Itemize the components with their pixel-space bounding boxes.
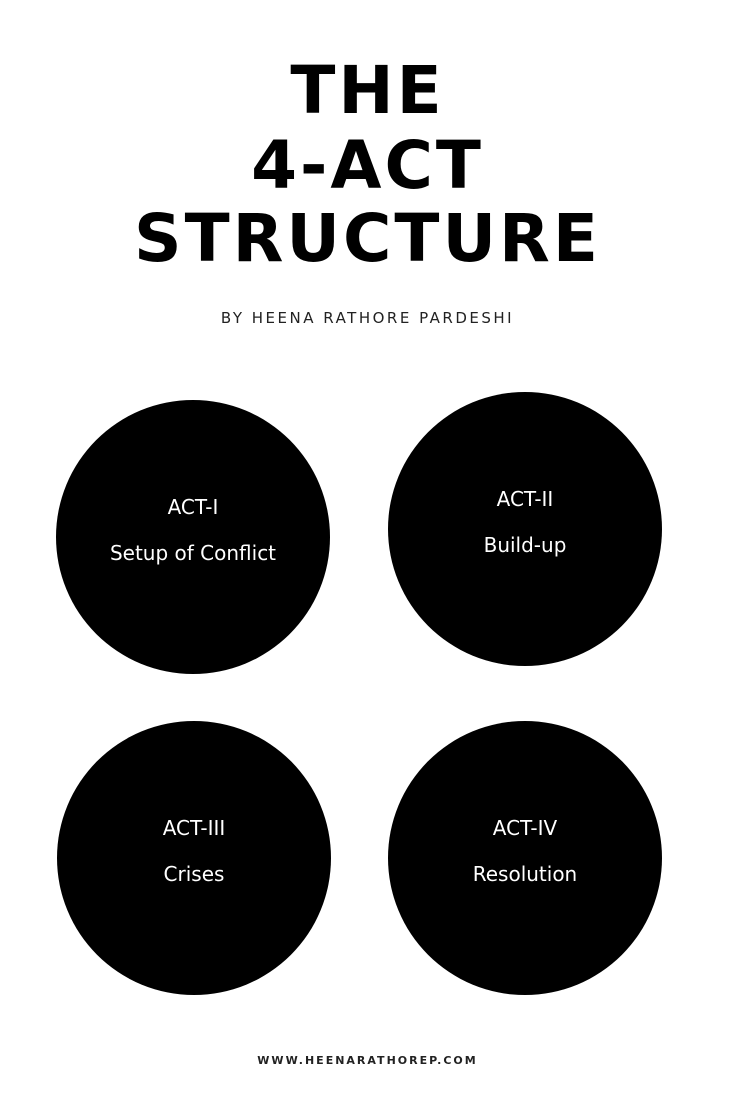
act-4-name: ACT-IV [492,816,558,840]
title-line-2: 4-ACT [251,127,484,204]
act-2-description: Build-up [483,533,567,557]
act-3-name: ACT-III [162,816,226,840]
act-3-description: Crises [163,862,225,886]
title-line-3: STRUCTURE [134,200,601,277]
website-url: WWW.HEENARATHOREP.COM [257,1054,478,1067]
act-1-circle [56,400,330,674]
act-2-name: ACT-II [496,487,554,511]
title-line-1: THE [290,52,445,129]
act-4-circle [388,721,662,995]
act-3-circle [57,721,331,995]
act-1-name: ACT-I [167,495,219,519]
act-2-circle [388,392,662,666]
act-4-description: Resolution [472,862,578,886]
act-1-description: Setup of Conflict [109,541,277,565]
author-byline: BY HEENA RATHORE PARDESHI [220,309,515,327]
